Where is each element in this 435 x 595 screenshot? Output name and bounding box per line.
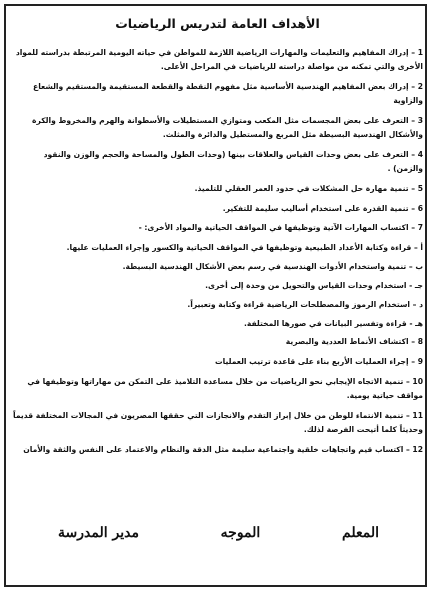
objective-6 — [12, 202, 423, 216]
objective-number: 2 — [417, 81, 423, 91]
signature-row — [58, 525, 379, 541]
objective-1 — [12, 46, 423, 75]
objective-text: – إدراك بعض المفاهيم الهندسية الأساسية مثل مفهوم النقطة والقطعة المستقيمة والمستقيم والشعاع والزاوية — [33, 81, 423, 106]
signature-supervisor: الموجه — [220, 525, 261, 541]
objective-8 — [12, 335, 423, 349]
objective-number: 6 — [417, 203, 423, 213]
objective-number: 4 — [417, 149, 423, 159]
objective-3 — [12, 114, 423, 143]
objective-text: – تنمية الاتجاه الإيجابي نحو الرياضيات من خلال مساعدة التلاميذ على التمكن من مهاراتها وتوظيفها في مواقف حياتية يومية. — [27, 376, 423, 401]
objective-text: – إدراك المفاهيم والتعليمات والمهارات الرياضية اللازمة للمواطن في حياته اليومية المرتبطة بدراسته للمواد الأخرى والتي تمكنه من مواصلة دراسته للرياضيات في المراحل الأعلى. — [15, 48, 423, 72]
sub-item-a: أ – قراءة وكتابة الأعداد الطبيعية وتوظيفها في المواقف الحياتية والكسور وإجراء العمليات عليها. — [66, 243, 423, 252]
objective-number: 9 — [417, 357, 423, 367]
sub-item-b: ب – تنمية واستخدام الأدوات الهندسية في رسم بعض الأشكال الهندسية البسيطة. — [122, 261, 423, 271]
sub-item-c: جـ - استخدام وحدات القياس والتحويل من وحدة إلى أخرى. — [205, 280, 423, 290]
sub-item-d: د – استخدام الرموز والمصطلحات الرياضية قراءة وكتابة وتعبيراً. — [187, 299, 423, 309]
sub-item-e: هـ - قراءة وتفسير البيانات في صورها المختلفة. — [243, 318, 423, 328]
objective-text: – تنمية القدرة على استخدام أساليب سليمة للتفكير. — [222, 203, 416, 213]
objective-number: 11 — [412, 410, 423, 420]
objective-10 — [12, 375, 423, 404]
objective-text: – تنمية الانتماء للوطن من خلال إبراز التقدم والانجازات التي حققها المصريون في المجالات المختلفة قديماً وحديثاً كلما أتيحت الفرصة لذلك. — [12, 410, 423, 435]
objective-text: – التعرف على بعض وحدات القياس والعلاقات بينها (وحدات الطول والمساحة والحجم والوزن والنقود والزمن) . — [43, 149, 423, 174]
objective-text: – إجراء العمليات الأربع بناء على قاعدة ترتيب العمليات — [215, 357, 416, 367]
objective-text: – اكتشاف الأنماط العددية والبصرية — [285, 337, 416, 347]
objective-number: 10 — [412, 376, 423, 386]
objective-12 — [12, 443, 423, 457]
objective-5 — [12, 182, 423, 196]
objective-number: 5 — [417, 183, 423, 193]
objective-text: – اكتساب المهارات الآتية وتوظيفها في المواقف الحياتية والمواد الأخرى: - — [138, 223, 416, 233]
objective-2 — [12, 80, 423, 109]
objective-11 — [12, 409, 423, 438]
objective-text: – اكتساب قيم واتجاهات خلقية واجتماعية سليمة مثل الدقة والنظام والاعتماد على النفس والثقة والأمان — [23, 444, 410, 454]
objective-text: – تنمية مهارة حل المشكلات في حدود العمر العقلي للتلميذ. — [194, 183, 416, 193]
objective-number: 8 — [417, 337, 423, 347]
objective-9 — [12, 355, 423, 369]
objective-7 — [12, 221, 423, 235]
objective-number: 3 — [417, 115, 423, 125]
objective-4 — [12, 148, 423, 177]
objective-number: 1 — [417, 48, 423, 57]
objective-number: 12 — [412, 444, 423, 454]
signature-principal: مدير المدرسة — [58, 525, 139, 541]
objective-number: 7 — [417, 223, 423, 233]
signature-teacher: المعلم — [342, 525, 379, 541]
page-title: الأهداف العامة لتدريس الرياضيات — [115, 16, 320, 31]
objectives-list — [12, 46, 423, 462]
objective-text: – التعرف على بعض المجسمات مثل المكعب ومتوازي المستطيلات والأسطوانة والهرم والمخروط والكرة والأشكال الهندسية البسيطة مثل المربع والمستطيل والدائرة والمثلث. — [32, 115, 423, 140]
